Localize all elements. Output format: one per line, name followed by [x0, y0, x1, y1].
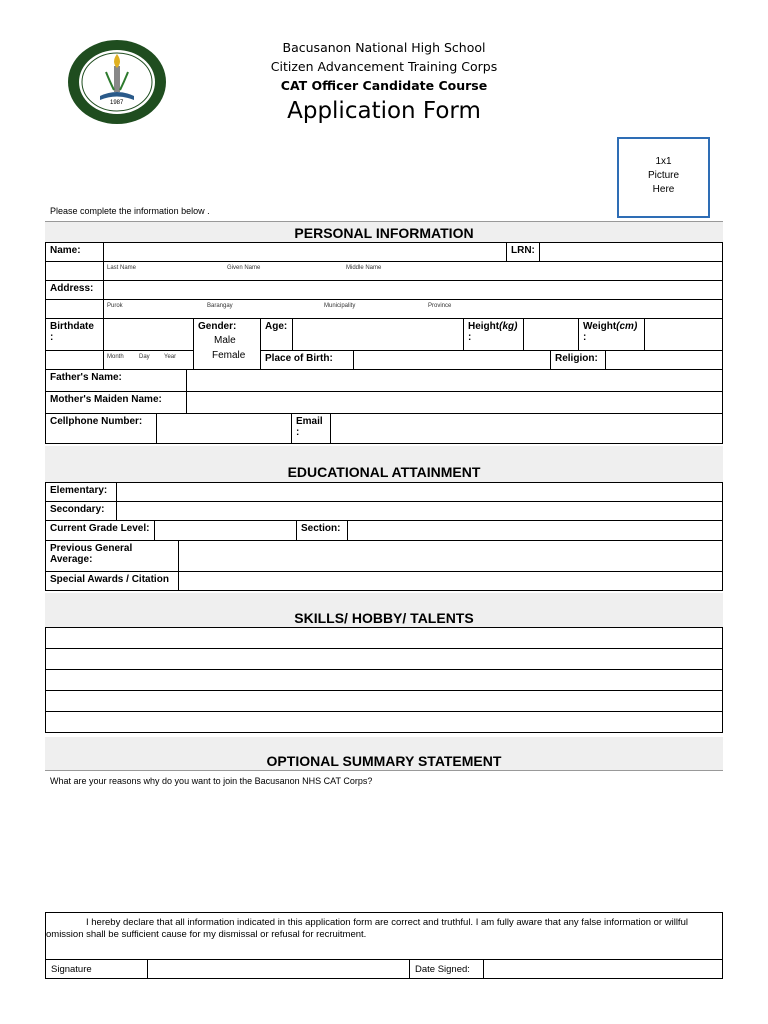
mother-field[interactable] [186, 391, 723, 414]
gender-female[interactable]: Female [212, 350, 246, 361]
corps-name: Citizen Advancement Training Corps [270, 59, 498, 74]
name-label: Name: [45, 242, 104, 262]
elementary-field[interactable] [116, 482, 723, 502]
religion-field[interactable] [605, 350, 723, 370]
course-name: CAT Officer Candidate Course [280, 78, 488, 93]
awards-field[interactable] [178, 571, 723, 591]
address-label: Address: [45, 280, 104, 300]
pga-line2: Average: [50, 554, 93, 565]
elementary-label: Elementary: [45, 482, 117, 502]
lrn-field[interactable] [539, 242, 723, 262]
section-summary: OPTIONAL SUMMARY STATEMENT [45, 737, 723, 771]
secondary-field[interactable] [116, 501, 723, 521]
date-signed-label: Date Signed: [409, 959, 484, 979]
year-label: Year [164, 354, 177, 360]
section-personal: PERSONAL INFORMATION [45, 221, 723, 242]
skills-line[interactable] [45, 690, 723, 712]
weight-unit: (cm) [616, 321, 638, 332]
grade-label: Current Grade Level: [45, 520, 155, 541]
gender-male[interactable]: Male [214, 335, 236, 346]
given-name-label: Given Name [227, 265, 261, 271]
municipality-label: Municipality [324, 303, 356, 309]
name-field[interactable] [103, 242, 507, 262]
weight-label [578, 318, 645, 351]
section-field[interactable] [347, 520, 723, 541]
barangay-label: Barangay [207, 303, 233, 309]
lrn-label: LRN: [506, 242, 540, 262]
gender-cell [193, 318, 261, 370]
birthdate-text: Birthdate [50, 321, 94, 332]
skills-line[interactable] [45, 627, 723, 649]
email-field[interactable] [330, 413, 723, 444]
blank-cell [45, 299, 104, 319]
date-signed-field[interactable] [483, 959, 723, 979]
section-label: Section: [296, 520, 348, 541]
section-skills: SKILLS/ HOBBY/ TALENTS [45, 593, 723, 627]
summary-field[interactable] [45, 792, 723, 907]
colon: : [296, 427, 300, 438]
father-field[interactable] [186, 369, 723, 392]
pob-label: Place of Birth: [260, 350, 354, 370]
name-sublabels [103, 261, 723, 281]
weight-field[interactable] [644, 318, 723, 351]
section-education: EDUCATIONAL ATTAINMENT [45, 446, 723, 482]
height-unit: (kg) [499, 321, 518, 332]
grade-field[interactable] [154, 520, 297, 541]
cellphone-field[interactable] [156, 413, 292, 444]
middle-name-label: Middle Name [346, 265, 382, 271]
mother-label: Mother's Maiden Name: [45, 391, 187, 414]
colon: : [468, 332, 472, 343]
pga-field[interactable] [178, 540, 723, 572]
last-name-label: Last Name [107, 265, 137, 271]
secondary-label: Secondary: [45, 501, 117, 521]
age-label: Age: [260, 318, 293, 351]
skills-line[interactable] [45, 669, 723, 691]
purok-label: Purok [107, 303, 123, 309]
pob-field[interactable] [353, 350, 551, 370]
picture-label-3: Here [652, 184, 675, 195]
school-name: Bacusanon National High School [282, 40, 486, 55]
email-text: Email [296, 416, 323, 427]
blank-cell [45, 350, 104, 370]
instructions: Please complete the information below . [50, 206, 210, 216]
height-text: Height [468, 321, 500, 332]
awards-label: Special Awards / Citation [45, 571, 179, 591]
address-sublabels [103, 299, 723, 319]
height-label [463, 318, 524, 351]
weight-text: Weight [583, 321, 617, 332]
picture-label-1: 1x1 [655, 156, 672, 167]
gender-label: Gender: [198, 321, 237, 332]
colon: : [583, 332, 587, 343]
declaration-text: I hereby declare that all information indicated in this application form are correct and truthful. I am fully aware that any false information or willful omission shall be sufficient cause for my dismissal or refusal for recruitment. [45, 912, 723, 960]
cellphone-label: Cellphone Number: [45, 413, 157, 444]
email-label [291, 413, 331, 444]
day-label: Day [139, 354, 150, 360]
birthdate-label [45, 318, 104, 351]
height-field[interactable] [523, 318, 579, 351]
picture-label-2: Picture [647, 170, 680, 181]
skills-line[interactable] [45, 648, 723, 670]
blank-cell [45, 261, 104, 281]
birthdate-field[interactable] [103, 318, 194, 351]
father-label: Father's Name: [45, 369, 187, 392]
age-field[interactable] [292, 318, 464, 351]
colon: : [50, 332, 54, 343]
address-field[interactable] [103, 280, 723, 300]
skills-line[interactable] [45, 711, 723, 733]
seal-year: 1987 [110, 100, 124, 106]
summary-question: What are your reasons why do you want to join the Bacusanon NHS CAT Corps? [50, 776, 373, 786]
signature-label: Signature [45, 959, 148, 979]
page-title: Application Form [287, 98, 481, 124]
month-label: Month [107, 354, 124, 360]
pga-label [45, 540, 179, 572]
date-sublabels [103, 350, 194, 370]
picture-box[interactable] [617, 137, 710, 218]
province-label: Province [428, 303, 452, 309]
pga-line1: Previous General [50, 543, 133, 554]
signature-field[interactable] [147, 959, 410, 979]
religion-label: Religion: [550, 350, 606, 370]
